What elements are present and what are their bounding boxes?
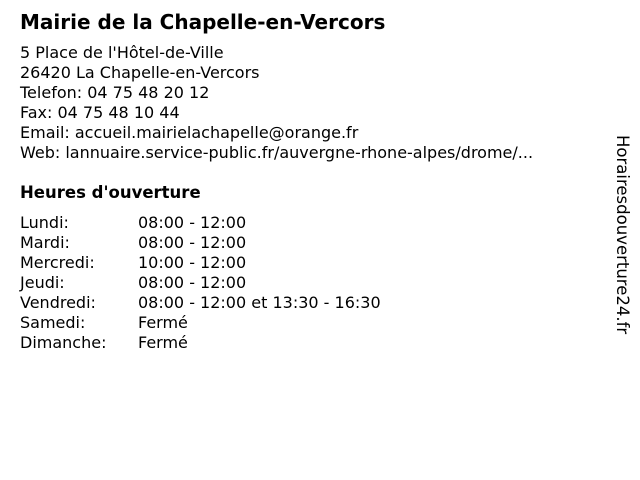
address-line-1: 5 Place de l'Hôtel-de-Ville [20,43,224,62]
contact-info [20,43,533,163]
day-label: Lundi: [20,213,69,232]
time-value: 08:00 - 12:00 [138,273,247,292]
phone-line: Telefon: 04 75 48 20 12 [20,83,210,102]
time-value: Fermé [138,313,188,332]
email-line: Email: accueil.mairielachapelle@orange.fr [20,123,359,142]
fax-line: Fax: 04 75 48 10 44 [20,103,180,122]
time-value: Fermé [138,333,188,352]
day-label: Mercredi: [20,253,95,272]
day-label: Jeudi: [20,273,65,292]
web-line: Web: lannuaire.service-public.fr/auvergne-rhone-alpes/drome/... [20,143,534,162]
day-label: Vendredi: [20,293,96,312]
address-line-2: 26420 La Chapelle-en-Vercors [20,63,260,82]
hours-heading: Heures d'ouverture [20,183,201,202]
time-value: 08:00 - 12:00 [138,233,247,252]
time-value: 08:00 - 12:00 et 13:30 - 16:30 [138,293,381,312]
site-brand-watermark: Horairesdouverture24.fr [613,135,632,335]
day-label: Dimanche: [20,333,107,352]
time-value: 08:00 - 12:00 [138,213,247,232]
day-label: Samedi: [20,313,86,332]
page-title: Mairie de la Chapelle-en-Vercors [20,10,386,34]
time-value: 10:00 - 12:00 [138,253,247,272]
day-label: Mardi: [20,233,70,252]
